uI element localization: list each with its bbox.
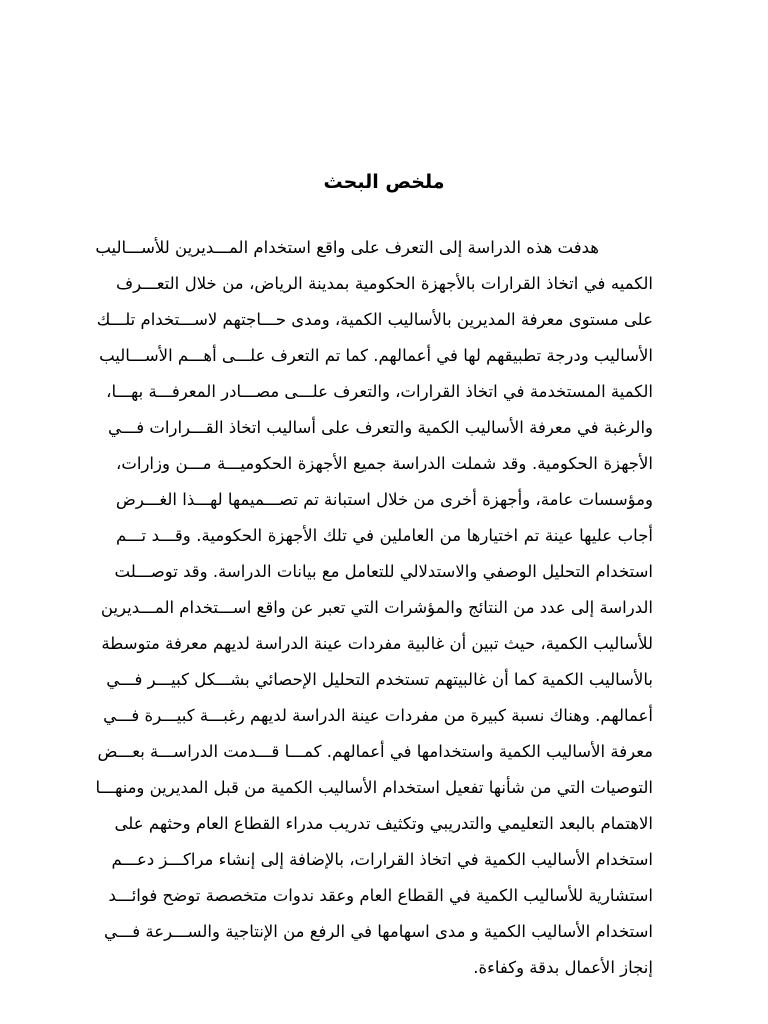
abstract-line: على مستوى معرفة المديرين بالأساليب الكمية، ومدى حـــاجتهم لاســـتخدام تلـــك <box>96 310 653 329</box>
abstract-title: ملخص البحث <box>323 171 445 193</box>
abstract-line: استخدام الأساليب الكمية في اتخاذ القرارات، بالإضافة إلى إنشاء مراكـــز دعـــم <box>111 850 653 869</box>
abstract-line: بالأساليب الكمية كما أن غالبيتهم تستخدم التحليل الإحصائي بشـــكل كبيـــر فـــي <box>106 670 653 689</box>
abstract-line: هدفت هذه الدراسة إلى التعرف على واقع استخدام المـــديرين للأســـاليب <box>95 238 599 257</box>
abstract-line: الدراسة إلى عدد من النتائج والمؤشرات التي تعبر عن واقع اســـتخدام المـــديرين <box>100 598 653 617</box>
abstract-line: معرفة الأساليب الكمية واستخدامها في أعمالهم. كمـــا قـــدمت الدراســـة بعـــض <box>97 742 653 761</box>
abstract-line: الأجهزة الحكومية. وقد شملت الدراسة جميع الأجهزة الحكوميـــة مـــن وزارات، <box>116 454 653 473</box>
abstract-line: الكميه في اتخاذ القرارات بالأجهزة الحكومية بمدينة الرياض، من خلال التعـــرف <box>116 274 653 293</box>
abstract-line: استشارية للأساليب الكمية في القطاع العام وعقد ندوات متخصصة توضح فوائـــد <box>108 886 653 905</box>
abstract-line: إنجاز الأعمال بدقة وكفاءة. <box>473 958 653 977</box>
abstract-line: ومؤسسات عامة، وأجهزة أخرى من خلال استبانة تم تصـــميمها لهـــذا الغـــرض <box>115 490 653 509</box>
abstract-line: التوصيات التي من شأنها تفعيل استخدام الأساليب الكمية من قبل المديرين ومنهـــا <box>95 778 653 797</box>
abstract-line: الكمية المستخدمة في اتخاذ القرارات، والتعرف علـــى مصـــادر المعرفـــة بهـــا، <box>106 382 653 401</box>
abstract-line: أجاب عليها عينة تم اختيارها من العاملين في تلك الأجهزة الحكومية. وقـــد تـــم <box>116 526 653 545</box>
abstract-line: الاهتمام بالبعد التعليمي والتدريبي وتكثيف تدريب مدراء القطاع العام وحثهم على <box>114 814 653 833</box>
abstract-body <box>95 230 653 986</box>
abstract-line: أعمالهم. وهناك نسبة كبيرة من مفردات عينة الدراسة لديهم رغبـــة كبيـــرة فـــي <box>103 706 653 725</box>
abstract-line: استخدام الأساليب الكمية و مدى اسهامها في الرفع من الإنتاجية والســـرعة فـــي <box>103 922 653 941</box>
abstract-line: للأساليب الكمية، حيث تبين أن غالبية مفردات عينة الدراسة لديهم معرفة متوسطة <box>101 634 653 653</box>
abstract-line: والرغبة في معرفة الأساليب الكمية والتعرف على أساليب اتخاذ القـــرارات فـــي <box>107 418 653 437</box>
abstract-line: استخدام التحليل الوصفي والاستدلالي للتعامل مع بيانات الدراسة. وقد توصـــلت <box>114 562 653 581</box>
abstract-line: الأساليب ودرجة تطبيقهم لها في أعمالهم. كما تم التعرف علـــى أهـــم الأســـاليب <box>99 346 653 365</box>
